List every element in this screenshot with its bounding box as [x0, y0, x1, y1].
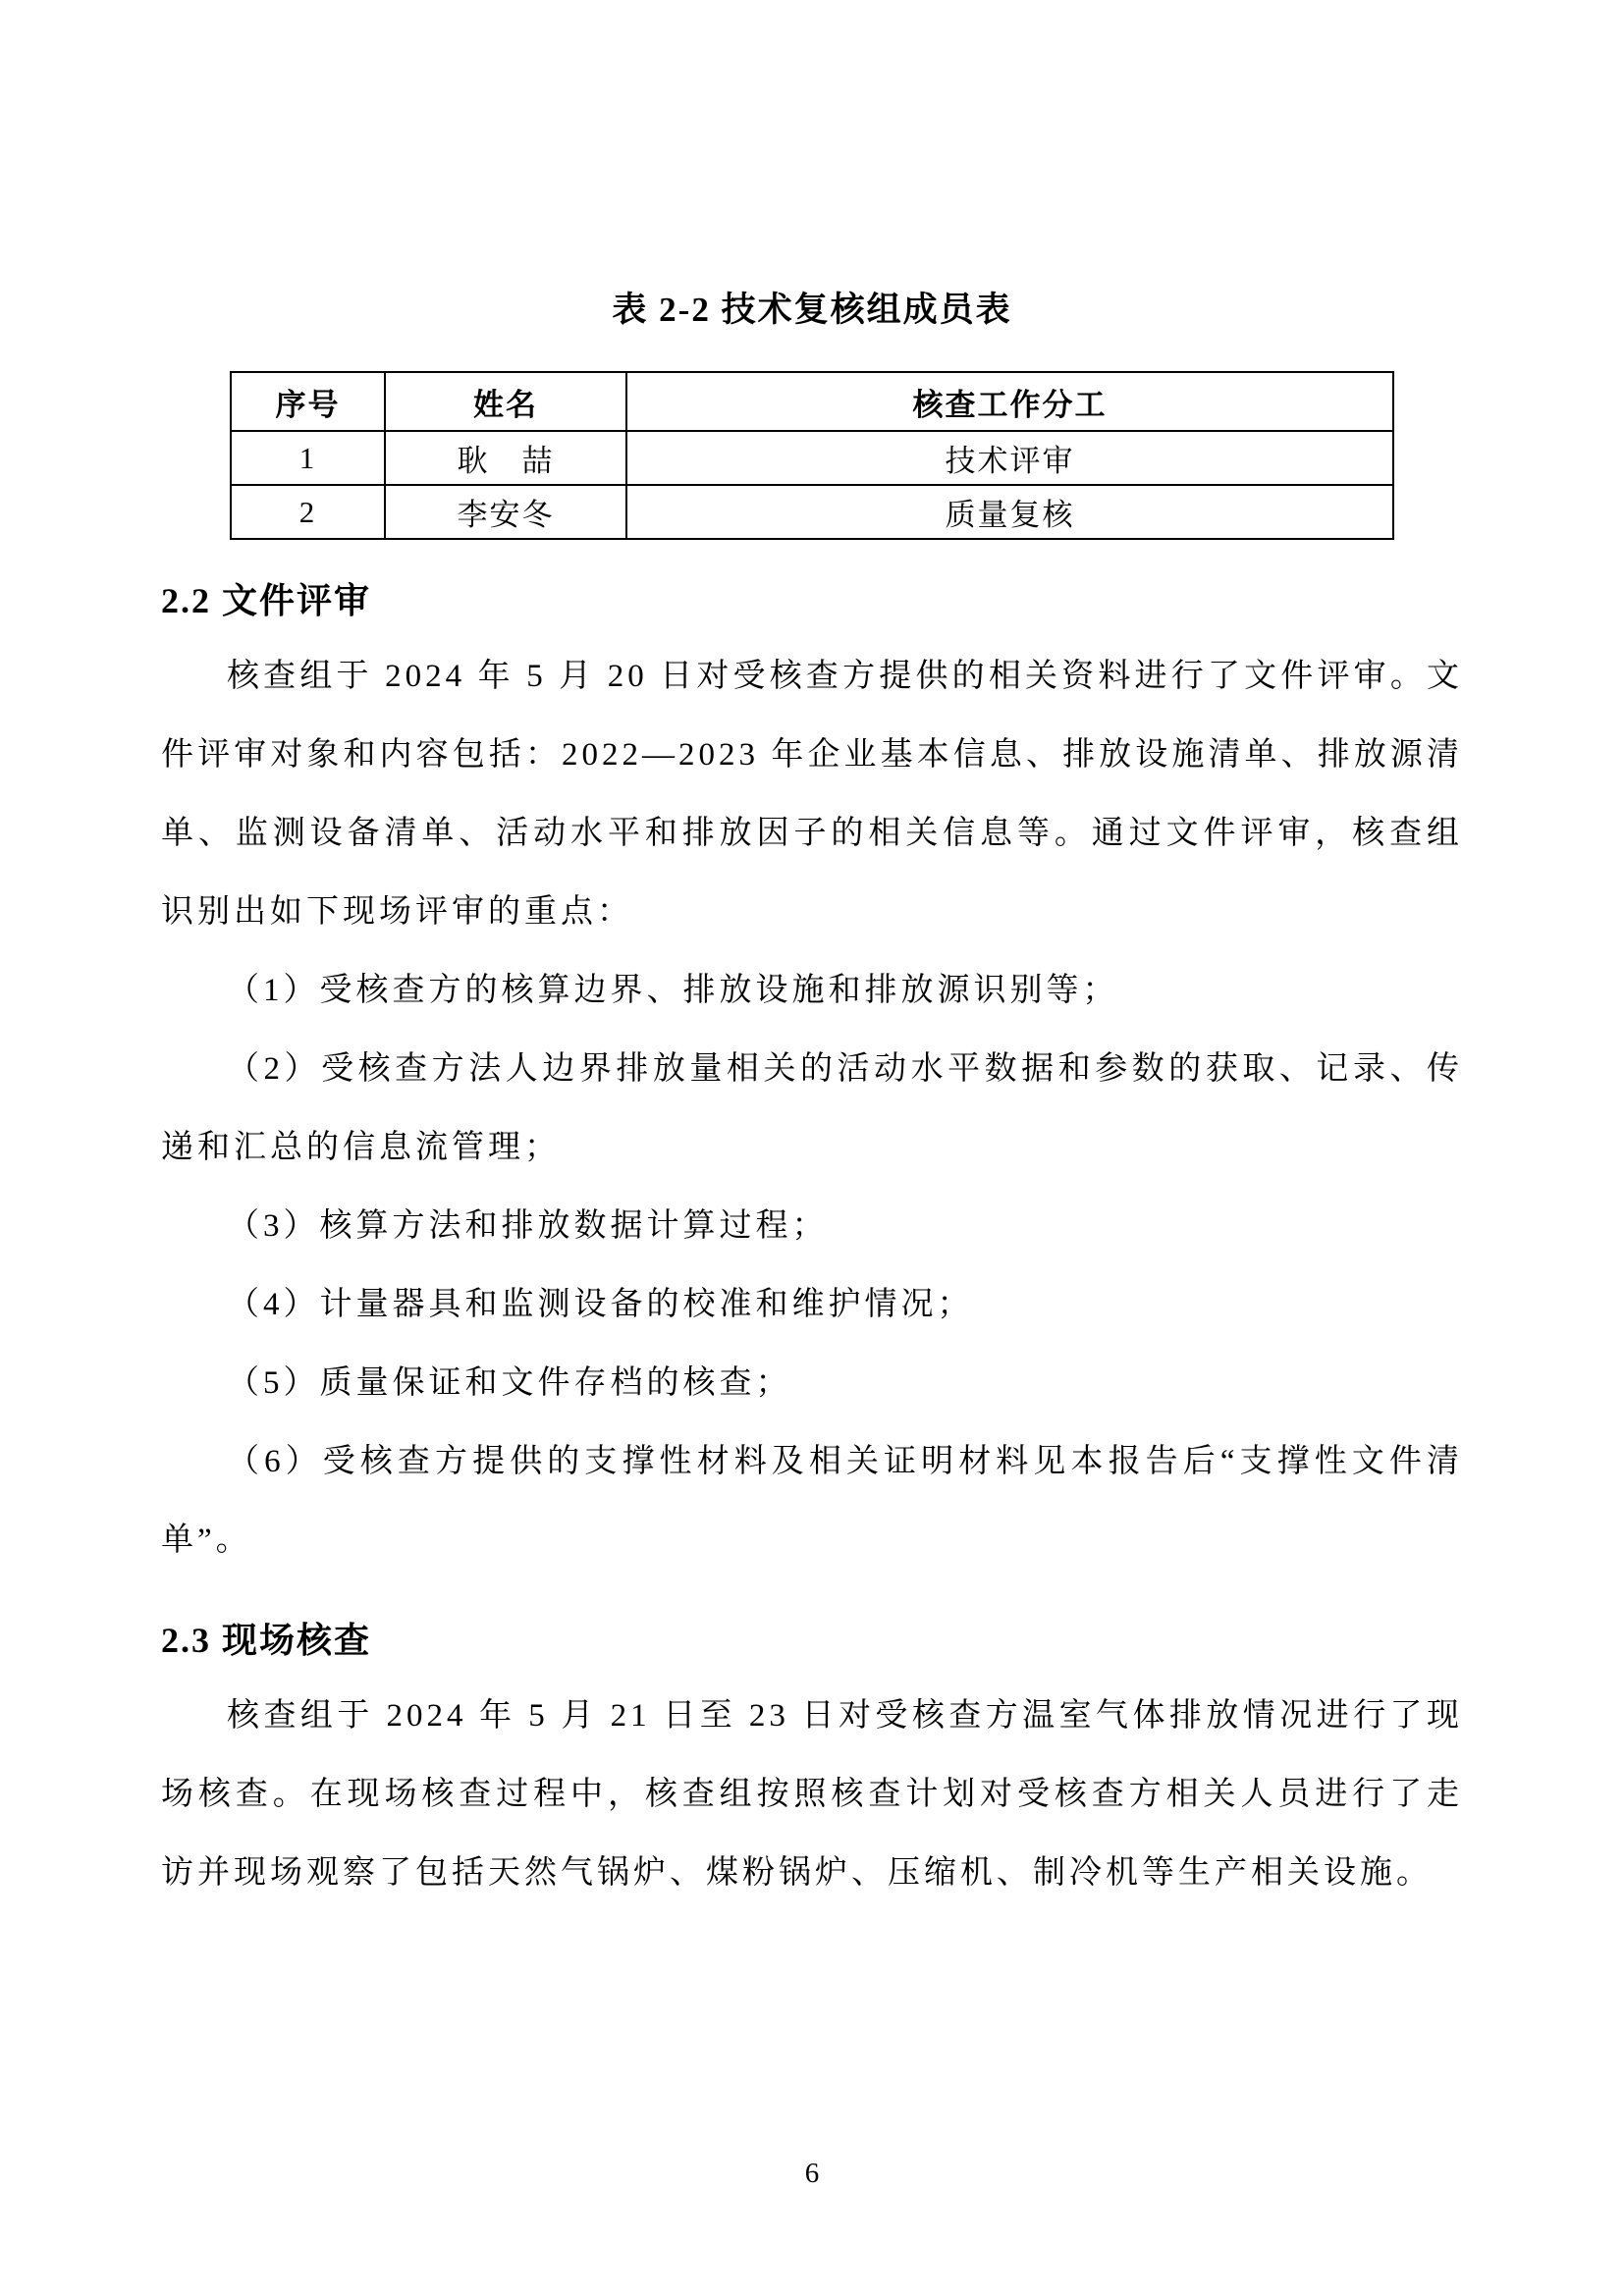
col-header-duty: 核查工作分工	[626, 372, 1393, 431]
list-item: （3）核算方法和排放数据计算过程；	[227, 1208, 829, 1244]
col-header-name: 姓名	[385, 372, 626, 431]
cell-index: 2	[231, 485, 385, 539]
cell-name: 李安冬	[385, 485, 626, 539]
table-row	[231, 431, 1393, 485]
table-row	[231, 485, 1393, 539]
section-heading: 2.3 现场核查	[161, 1621, 372, 1660]
list-item: （2）受核查方法人边界排放量相关的活动水平数据和参数的获取、记录、传递和汇总的信息流管理；	[161, 1051, 1463, 1165]
cell-duty: 质量复核	[626, 485, 1393, 539]
section-2-3	[161, 1613, 1463, 1912]
list-item: （4）计量器具和监测设备的校准和维护情况；	[227, 1287, 974, 1322]
list-item: （1）受核查方的核算边界、排放设施和排放源识别等；	[227, 973, 1119, 1008]
list-item: （6）受核查方提供的支撑性材料及相关证明材料见本报告后“支撑性文件清单”。	[161, 1444, 1463, 1558]
section-heading: 2.2 文件评审	[161, 581, 372, 620]
table-header-row	[231, 372, 1393, 431]
cell-name: 耿 喆	[385, 431, 626, 485]
cell-duty: 技术评审	[626, 431, 1393, 485]
paragraph: 核查组于 2024 年 5 月 20 日对受核查方提供的相关资料进行了文件评审。文件评审对象和内容包括：2022—2023 年企业基本信息、排放设施清单、排放源清单、监测设备清单、活动水平和排放因子的相关信息等。通过文件评审，核查组识别出如下现场评审的重点：	[161, 659, 1463, 930]
cell-index: 1	[231, 431, 385, 485]
table-caption: 表 2-2 技术复核组成员表	[612, 291, 1012, 329]
section-2-2	[161, 573, 1463, 1579]
members-table	[230, 371, 1394, 540]
list-item: （5）质量保证和文件存档的核查；	[227, 1365, 792, 1401]
paragraph: 核查组于 2024 年 5 月 21 日至 23 日对受核查方温室气体排放情况进行了现场核查。在现场核查过程中，核查组按照核查计划对受核查方相关人员进行了走访并现场观察了包括天然气锅炉、煤粉锅炉、压缩机、制冷机等生产相关设施。	[161, 1698, 1463, 1891]
col-header-index: 序号	[231, 372, 385, 431]
page-number: 6	[804, 2158, 820, 2189]
